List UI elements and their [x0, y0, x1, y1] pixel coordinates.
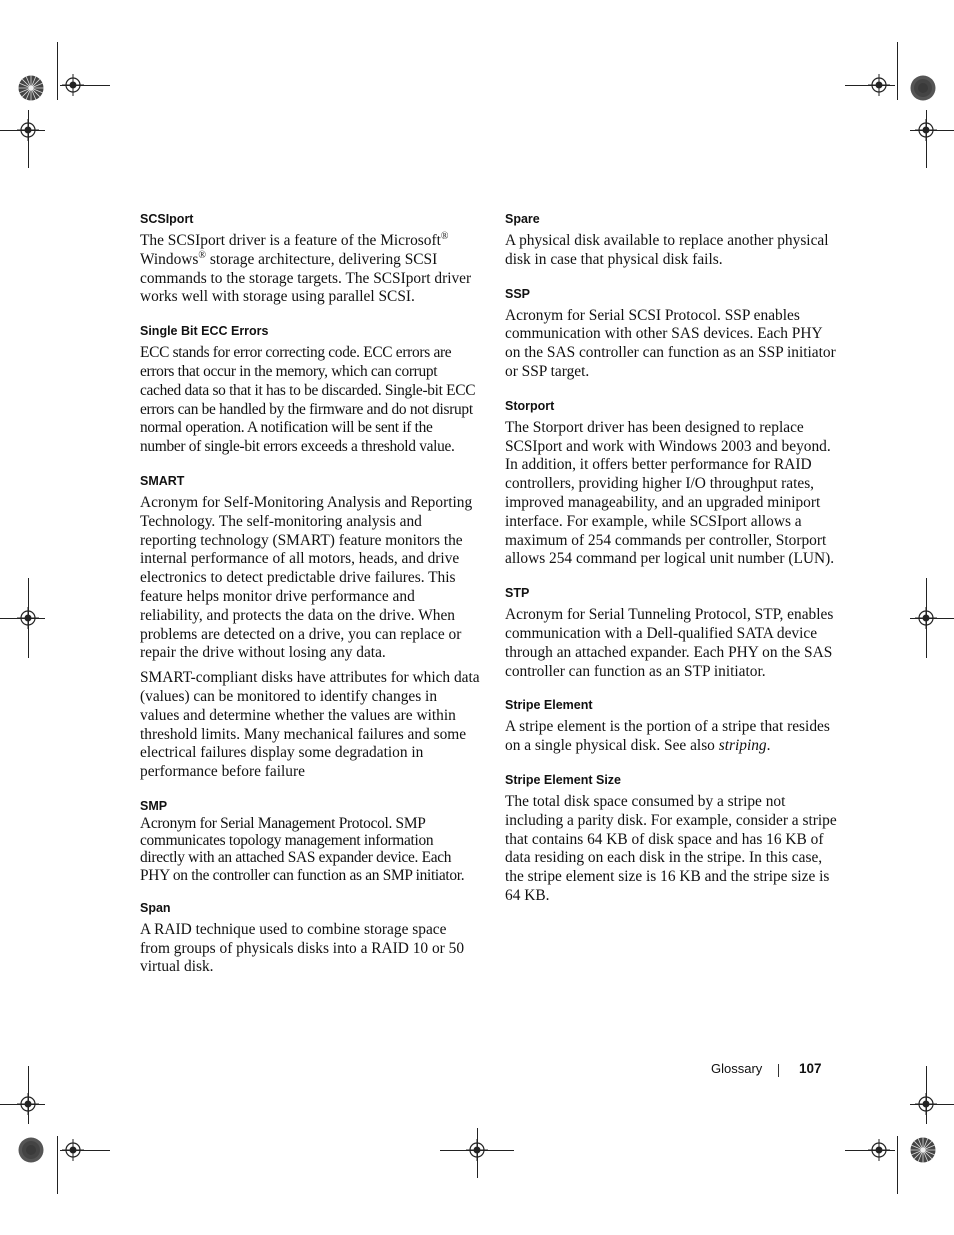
page-number: 107: [799, 1061, 822, 1076]
crosshair-target-icon: [915, 1093, 937, 1115]
crop-line: [57, 1136, 58, 1194]
entry-definition: SMART-compliant disks have attributes for which data (values) can be monitored to identify changes in values and determine whether the values are within threshold limits. Many mechanical failures and some electrical failures display some degradation in performance before failure: [140, 669, 480, 781]
entry-term: Stripe Element: [505, 698, 593, 713]
glossary-entry-spare: [505, 212, 841, 270]
entry-definition: Acronym for Serial SCSI Protocol. SSP enables communication with other SAS devices. Each PHY on the SAS controller can function as an SSP initiator or SSP target.: [505, 306, 836, 380]
crosshair-target-icon: [62, 1139, 84, 1161]
entry-definition: The SCSIport driver is a feature of the Microsoft® Windows® storage architecture, delivering SCSI commands to the storage targets. The SCSIport driver works well with storage using parallel SCSI.: [140, 230, 472, 306]
entry-term: Span: [140, 900, 171, 915]
left-column: [140, 212, 480, 983]
crop-line: [57, 42, 58, 100]
glossary-entry-span: [140, 901, 480, 977]
entry-term: Spare: [505, 212, 540, 226]
starburst-icon: [18, 1137, 44, 1163]
entry-term: Stripe Element Size: [505, 772, 622, 787]
glossary-entry-stripe-element: [505, 698, 841, 756]
entry-term: STP: [505, 586, 530, 601]
crosshair-target-icon: [915, 607, 937, 629]
crosshair-target-icon: [62, 74, 84, 96]
glossary-entry-stp: [505, 586, 841, 681]
crosshair-target-icon: [17, 119, 39, 141]
entry-term: SSP: [505, 286, 531, 301]
entry-definition: A stripe element is the portion of a stripe that resides on a single physical disk. See also striping.: [505, 718, 830, 755]
glossary-entry-single-bit-ecc-errors: [140, 324, 480, 457]
entry-definition: Acronym for Serial Management Protocol. SMP communicates topology management information directly with an attached SAS expander device. Each PHY on the controller can function as an SMP initiator.: [140, 814, 465, 884]
crosshair-target-icon: [17, 607, 39, 629]
entry-definition: Acronym for Serial Tunneling Protocol, STP, enables communication with a Dell-qualified SATA device through an attached expander. Each PHY on the SAS controller can function as an STP initiator.: [505, 606, 834, 680]
entry-term: SMART: [140, 473, 185, 488]
footer-section-label: Glossary: [711, 1061, 763, 1076]
entry-definition: ECC stands for error correcting code. ECC errors are errors that occur in the memory, which can corrupt cached data so that it has to be discarded. Single-bit ECC errors can be handled by the firmware and do not disrupt normal operation. A notification will be sent if the number of single-bit errors exceeds a threshold value.: [140, 344, 476, 456]
crosshair-target-icon: [466, 1139, 488, 1161]
entry-term: Single Bit ECC Errors: [140, 324, 269, 339]
starburst-icon: [910, 75, 936, 101]
crosshair-target-icon: [868, 1139, 890, 1161]
page-footer: [0, 1061, 954, 1081]
crosshair-target-icon: [915, 119, 937, 141]
starburst-icon: [910, 1137, 936, 1163]
right-column: [505, 212, 841, 912]
entry-term: SCSIport: [140, 212, 194, 226]
crosshair-target-icon: [17, 1093, 39, 1115]
entry-definition: The total disk space consumed by a stripe not including a parity disk. For example, consider a stripe that contains 64 KB of disk space and has 16 KB of data residing on each disk in the stripe. In this case, the stripe element size is 16 KB and the stripe size is 64 KB.: [505, 792, 837, 904]
entry-definition: A physical disk available to replace another physical disk in case that physical disk fails.: [505, 232, 829, 268]
entry-definition: A RAID technique used to combine storage space from groups of physicals disks into a RAID 10 or 50 virtual disk.: [140, 920, 465, 976]
entry-term: SMP: [140, 798, 168, 813]
footer-separator: [778, 1064, 779, 1077]
entry-definition: Acronym for Self-Monitoring Analysis and Reporting Technology. The self-monitoring analysis and reporting technology (SMART) feature monitors the internal performance of all motors, heads, and drive electronics to detect predictable drive failures. This feature helps monitor drive performance and reliability, and protects the data on the drive. When problems are detected on a drive, you can replace or repair the drive without losing any data.: [140, 493, 473, 662]
crosshair-target-icon: [868, 74, 890, 96]
glossary-entry-storport: [505, 399, 841, 569]
glossary-entry-scsiport: [140, 212, 480, 307]
crop-line: [897, 42, 898, 100]
glossary-entry-smart: [140, 474, 480, 782]
glossary-entry-ssp: [505, 287, 841, 382]
crop-line: [897, 1136, 898, 1194]
starburst-icon: [18, 75, 44, 101]
entry-term: Storport: [505, 398, 555, 413]
cross-reference-term: striping: [718, 737, 767, 755]
entry-definition: The Storport driver has been designed to replace SCSIport and work with Windows 2003 and beyond. In addition, it offers better performance for RAID controllers, providing higher I/O throughput rates, improved manageability, and an upgraded miniport interface. For example, while SCSIport allows a maximum of 254 commands per controller, Storport allows 254 command per logical unit number (LUN).: [505, 418, 835, 568]
glossary-entry-smp: [140, 799, 480, 884]
glossary-entry-stripe-element-size: [505, 773, 841, 906]
